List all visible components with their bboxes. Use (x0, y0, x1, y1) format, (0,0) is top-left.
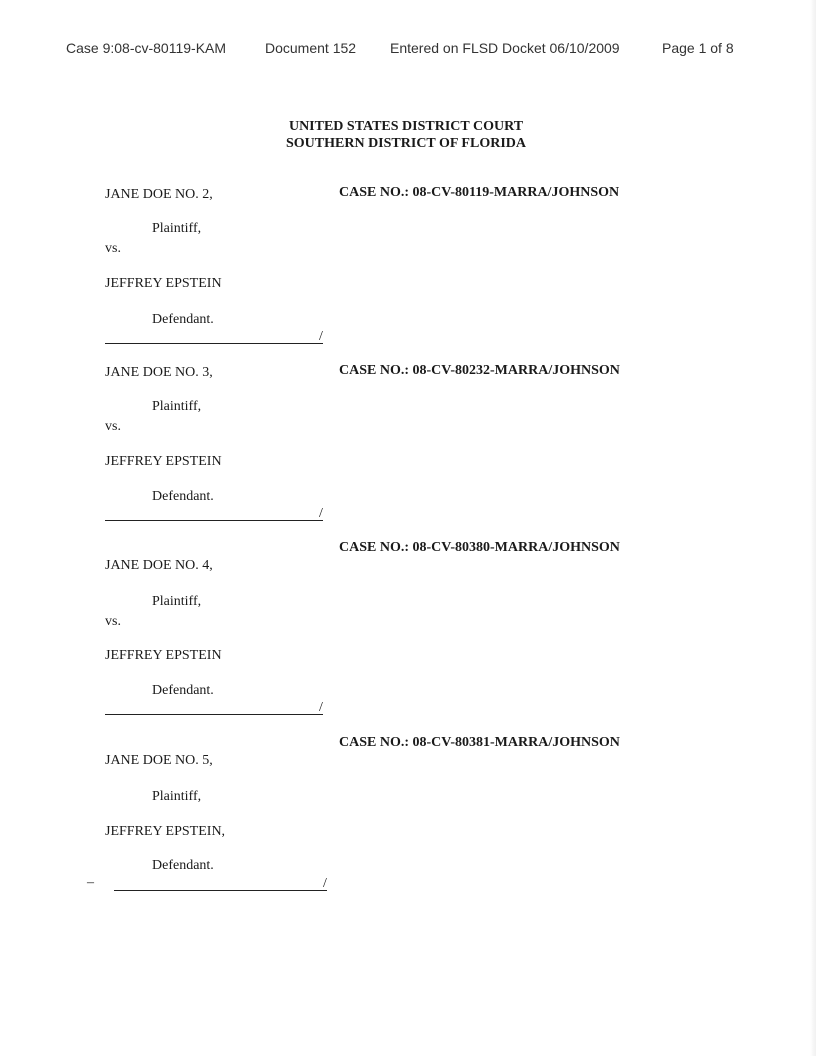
header-page-count: Page 1 of 8 (662, 40, 734, 56)
court-title-line2: SOUTHERN DISTRICT OF FLORIDA (286, 136, 526, 151)
plaintiff-name: JANE DOE NO. 3, (105, 365, 213, 380)
court-title-line1: UNITED STATES DISTRICT COURT (288, 119, 524, 134)
defendant-name: JEFFREY EPSTEIN, (105, 824, 226, 839)
versus-label: vs. (105, 241, 121, 256)
header-entered: Entered on FLSD Docket 06/10/2009 (390, 40, 620, 56)
line-slash: / (319, 700, 323, 715)
plaintiff-name: JANE DOE NO. 4, (105, 558, 213, 573)
line-slash: / (319, 329, 323, 344)
versus-label: vs. (105, 419, 121, 434)
defendant-role: Defendant. (152, 489, 214, 504)
case-caption-block (0, 540, 816, 715)
case-number: CASE NO.: 08-CV-80119-MARRA/JOHNSON (339, 185, 620, 200)
plaintiff-name: JANE DOE NO. 5, (105, 753, 213, 768)
case-caption-block (0, 185, 816, 355)
case-caption-block (0, 363, 816, 533)
signature-line (105, 520, 323, 521)
case-number: CASE NO.: 08-CV-80380-MARRA/JOHNSON (339, 540, 620, 555)
signature-line (105, 714, 323, 715)
court-title (0, 118, 816, 152)
plaintiff-name: JANE DOE NO. 2, (105, 187, 213, 202)
case-number: CASE NO.: 08-CV-80232-MARRA/JOHNSON (339, 363, 620, 378)
signature-line (114, 890, 327, 891)
plaintiff-role: Plaintiff, (152, 789, 202, 804)
defendant-role: Defendant. (152, 858, 214, 873)
defendant-name: JEFFREY EPSTEIN (105, 454, 222, 469)
case-caption-block (0, 735, 816, 905)
versus-label: vs. (105, 614, 121, 629)
plaintiff-role: Plaintiff, (152, 399, 202, 414)
defendant-role: Defendant. (152, 312, 214, 327)
plaintiff-role: Plaintiff, (152, 594, 202, 609)
plaintiff-role: Plaintiff, (152, 221, 202, 236)
defendant-role: Defendant. (152, 683, 214, 698)
header-case-number: Case 9:08-cv-80119-KAM (66, 40, 227, 56)
header-document: Document 152 (265, 40, 357, 56)
line-slash: / (319, 506, 323, 521)
defendant-name: JEFFREY EPSTEIN (105, 276, 222, 291)
line-slash: / (323, 876, 327, 891)
case-number: CASE NO.: 08-CV-80381-MARRA/JOHNSON (339, 735, 620, 750)
defendant-name: JEFFREY EPSTEIN (105, 648, 222, 663)
line-dash: – (87, 875, 94, 890)
signature-line (105, 343, 323, 344)
